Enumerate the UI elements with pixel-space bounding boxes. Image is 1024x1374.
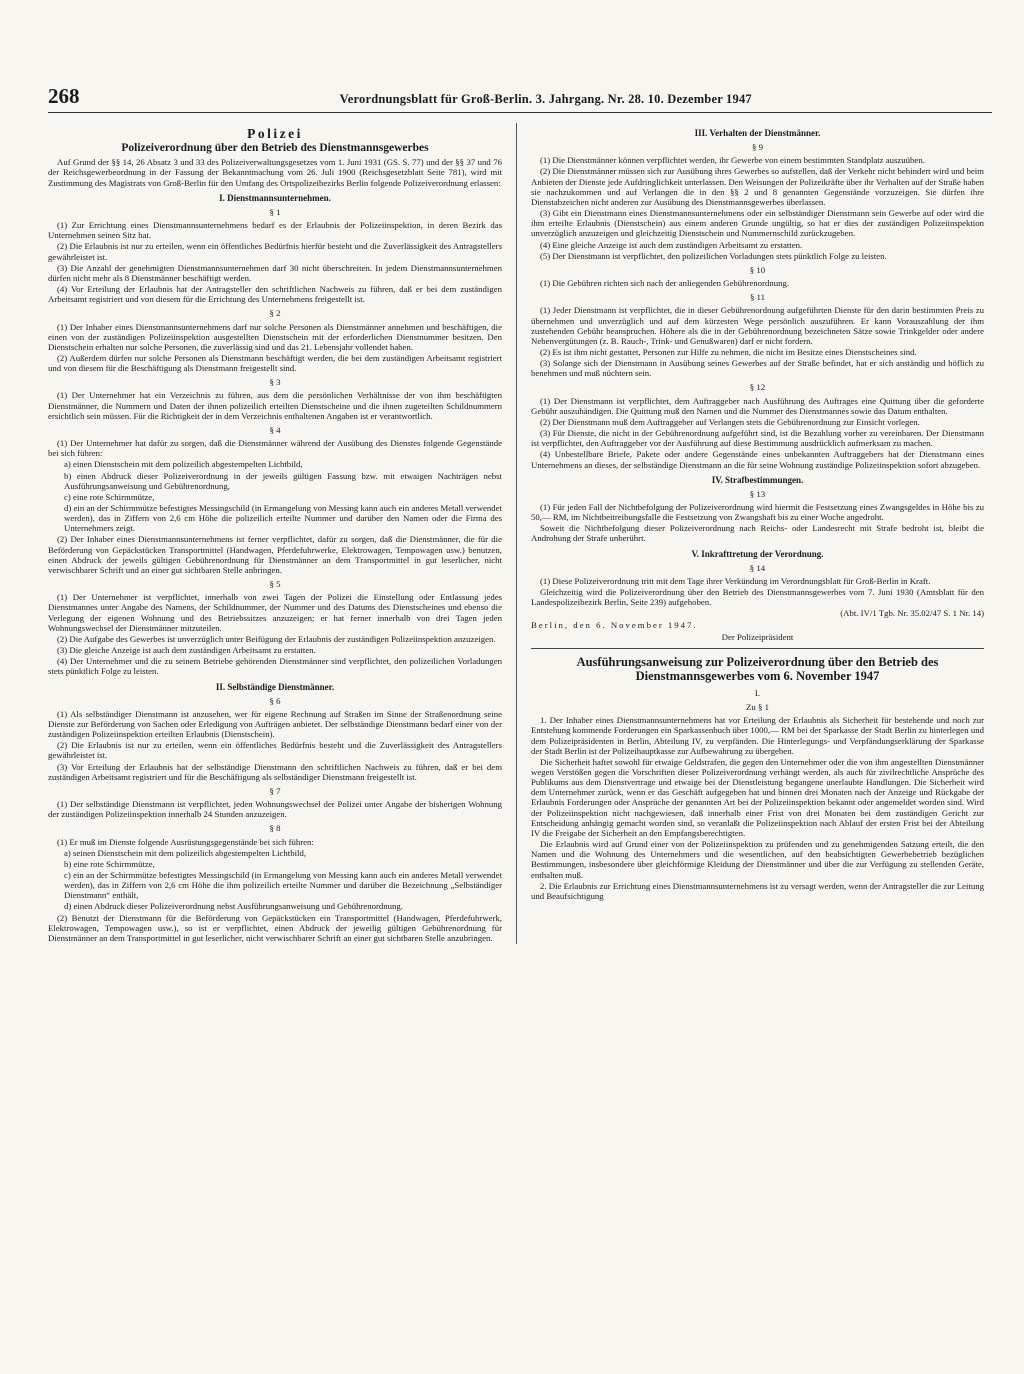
paragraph-text: (2) Die Erlaubnis ist nur zu erteilen, wenn ein öffentliches Bedürfnis hierfür besteht und die Zuverlässigkeit des Antragstellers gewährleistet ist. bbox=[48, 241, 502, 262]
paragraph-text: (4) Der Unternehmer und die zu seinem Betriebe gehörenden Dienstmänner sind verpflichtet, den polizeilichen Vorladungen stets pünktlich Folge zu leisten. bbox=[48, 656, 502, 677]
part-heading-1: I. Dienstmannsunternehmen. bbox=[219, 192, 331, 203]
paragraph-text: (2) Die Aufgabe des Gewerbes ist unverzüglich unter Beifügung der Erlaubnis der zuständigen Polizeiinspektion anzuzeigen. bbox=[57, 633, 496, 644]
list-item: d) einen Abdruck dieser Polizeiverordnung nebst Ausführungsanweisung und Gebührenordnung. bbox=[64, 901, 403, 912]
paragraph-text: (1) Er muß im Dienste folgende Ausrüstungsgegenstände bei sich führen: bbox=[57, 836, 314, 847]
paragraph-sign-13: § 13 bbox=[749, 488, 766, 499]
paragraph-text: (1) Diese Polizeiverordnung tritt mit dem Tage ihrer Verkündung im Verordnungsblatt für Groß-Berlin in Kraft. bbox=[540, 575, 931, 586]
paragraph-text: (1) Der Unternehmer ist verpflichtet, innerhalb von zwei Tagen der Polizei die Einstellung oder Entlassung jedes Dienstmannes unter Angabe des Namens, der Schildnummer, der Nummer und des Datums des Dienstscheines und ebenso die Verlegung der eigenen Wohnung und des Betriebssitzes anzuzeigen; er hat ferner innerhalb von drei Tagen jeden Wohnungswechsel der Dienstmänner mitzuteilen. bbox=[48, 592, 502, 633]
paragraph-text: (3) Die Anzahl der genehmigten Dienstmannsunternehmen darf 30 nicht überschreiten. In jedem Dienstmannsunternehmen dürfen nicht mehr als 8 Dienstmänner beschäftigt werden. bbox=[48, 262, 502, 283]
list-item: c) eine rote Schirmmütze, bbox=[64, 491, 155, 502]
paragraph-sign-5: § 5 bbox=[269, 579, 281, 590]
paragraph-sign-2: § 2 bbox=[269, 308, 281, 319]
paragraph-sign-9: § 9 bbox=[752, 142, 763, 153]
page-number: 268 bbox=[48, 84, 80, 108]
paragraph-text: (5) Der Dienstmann ist verpflichtet, den polizeilichen Vorladungen stets pünktlich Folge zu leisten. bbox=[540, 250, 887, 261]
paragraph-sign-6: § 6 bbox=[269, 695, 281, 706]
paragraph-text: 1. Der Inhaber eines Dienstmannsunternehmens hat vor Erteilung der Erlaubnis als Sicherheit für bestehende und noch zur Entstehung kommende Forderungen ein Sparkassenbuch über 1000,— RM bei der Sparkasse der Stadt Berlin zu hinterlegen und dem Polizeipräsidenten in Berlin, Abteilung IV, zu verpfänden. Die Hinterlegungs- und Verpfändungserklärung der Sparkasse der Stadt Berlin ist der Polizeihauptkasse zur Aufbewahrung zu übergeben. bbox=[531, 715, 984, 756]
place-date: Berlin, den 6. November 1947. bbox=[531, 619, 698, 630]
paragraph-sign-3: § 3 bbox=[269, 377, 281, 388]
list-item: d) ein an der Schirmmütze befestigtes Messingschild (in Ermangelung von Messing kann auch ein anderes Metall verwendet werden), das in Ziffern von 2,6 cm Höhe die polizeilich erteilte Nummer und darüber den Namen oder die Firma des Unternehmers zeigt. bbox=[64, 503, 502, 534]
paragraph-text: (3) Vor Erteilung der Erlaubnis hat der selbständige Dienstmann den schriftlichen Nachweis zu führen, daß er bei dem zuständigen Arbeitsamt registriert und für die Beschäftigung als selbständiger Dienstmann freigestellt ist. bbox=[48, 761, 502, 782]
paragraph-text: Gleichzeitig wird die Polizeiverordnung über den Betrieb des Dienstmannsgewerbes vom 7. Juni 1930 (Amtsblatt für den Landespolizeibezirk Berlin, Seite 239) aufgehoben. bbox=[531, 587, 984, 608]
paragraph-text: (2) Die Dienstmänner müssen sich zur Ausübung ihres Gewerbes so aufstellen, daß der Verkehr nicht behindert wird und beim Anbieten der Dienste jede Aufdringlichkeit unterlassen. Den Weisungen der Polizeikräfte über ihr Verhalten auf der Straße haben sie nachzukommen und auf Verlangen die in den §§ 2 und 8 genannten Gegenstände vorzuzeigen. Sie dürfen ihre Dienstabzeichen nicht anderen zur Ausübung des Dienstmannsgewerbes überlassen. bbox=[531, 166, 984, 207]
left-column bbox=[48, 123, 516, 944]
paragraph-sign-1: § 1 bbox=[269, 206, 281, 217]
paragraph-text: (2) Der Dienstmann muß dem Auftraggeber auf Verlangen stets die Gebührenordnung zur Einsicht vorlegen. bbox=[540, 416, 920, 427]
paragraph-text: Soweit die Nichtbefolgung dieser Polizeiverordnung nach Reichs- oder Landesrecht mit Strafe bedroht ist, bleibt die Androhung der Strafe unberührt. bbox=[531, 523, 984, 544]
part-heading-4: IV. Strafbestimmungen. bbox=[711, 474, 804, 485]
paragraph-text: (1) Der selbständige Dienstmann ist verpflichtet, jeden Wohnungswechsel der Polizei unter Angabe der bisherigen Wohnung der zuständigen Polizeiinspektion innerhalb 24 Stunden anzuzeigen. bbox=[48, 799, 502, 820]
paragraph-text: (1) Der Unternehmer hat ein Verzeichnis zu führen, aus dem die persönlichen Verhältnisse der von ihm beschäftigten Dienstmänner, die Nummern und Daten der ihnen polizeilich erteilten Dienstscheine und die ihnen zugeteilten Schildnummern ersichtlich sein müssen. Für die Richtigkeit der in dem Verzeichnis enthaltenen Angaben ist er verantwortlich. bbox=[48, 390, 502, 421]
signature-line: Der Polizeipräsident bbox=[721, 631, 794, 642]
ordinance-title: Polizeiverordnung über den Betrieb des Dienstmannsgewerbes bbox=[121, 142, 429, 155]
paragraph-text: 2. Die Erlaubnis zur Errichtung eines Dienstmannsunternehmens ist zu versagt werden, wenn der Antragsteller die zur Leitung und Beaufsichtigung bbox=[531, 880, 984, 901]
paragraph-sign-12: § 12 bbox=[749, 382, 766, 393]
paragraph-text: (1) Der Dienstmann ist verpflichtet, dem Auftraggeber nach Ausführung des Auftrages eine Quittung über die geforderte Gebühr auszuhändigen. Die Quittung muß den Namen und die Nummer des Dienstmannes sowie das Datum enthalten. bbox=[531, 395, 984, 416]
paragraph-text: Die Erlaubnis wird auf Grund einer von der Polizeiinspektion zu prüfenden und zu genehmigenden Satzung erteilt, die den Namen und die Wohnung des Unternehmers und die wesentlichen, auf den beabsichtigten Gewerbebetrieb bezüglichen Bestimmungen, insbesondere über gleichförmige Kleidung der Dienstmänner und über die zur Verfügung zu stellenden Geräte, enthalten muß. bbox=[531, 839, 984, 880]
running-header bbox=[48, 84, 992, 113]
part-heading-3: III. Verhalten der Dienstmänner. bbox=[694, 128, 821, 138]
paragraph-sign-4: § 4 bbox=[269, 424, 281, 435]
paragraph-text: (4) Unbestellbare Briefe, Pakete oder andere Gegenstände eines unbekannten Auftraggebers hat der Dienstmann eines Unternehmens an dieses, der selbständige Dienstmann an die für seine Wohnung zuständige Polizeiinspektion sofort abzugeben. bbox=[531, 449, 984, 470]
list-item: a) einen Dienstschein mit dem polizeilich abgestempelten Lichtbild, bbox=[64, 459, 303, 470]
paragraph-text: (3) Die gleiche Anzeige ist auch dem zuständigen Arbeitsamt zu erstatten. bbox=[57, 645, 316, 656]
paragraph-text: (1) Der Inhaber eines Dienstmannsunternehmens darf nur solche Personen als Dienstmänner annehmen und beschäftigen, die einen von der zuständigen Polizeiinspektion ausgestellten Dienstschein mit der erforderlichen Dienstnummer besitzen. Den Dienstschein erhalten nur solche Personen, die zuverlässig sind und das 21. Lebensjahr vollendet haben. bbox=[48, 321, 502, 352]
list-item: a) seinen Dienstschein mit dem polizeilich abgestempelten Lichtbild, bbox=[64, 847, 307, 858]
paragraph-text: (2) Die Erlaubnis ist nur zu erteilen, wenn ein öffentliches Bedürfnis besteht und die Zuverlässigkeit des Antragstellers gewährleistet ist. bbox=[48, 740, 502, 761]
paragraph-sign-7: § 7 bbox=[269, 785, 281, 796]
section-divider bbox=[531, 648, 984, 649]
paragraph-text: Die Sicherheit haftet sowohl für etwaige Geldstrafen, die gegen den Unternehmer oder die von ihm angestellten Dienstmänner wegen Verstößen gegen die Vorschriften dieser Polizeiverordnung verhängt werden, als auch für zivilrechtliche Ansprüche des Publikums aus dem Dienstvertrage und etwaige bei der Dienstleistung begangene unerlaubte Handlungen. Die Sicherheit wird dem Unternehmer zurück, wenn er das Geschäft aufgegeben hat und binnen drei Monaten nach der Anzeige und Rückgabe der Erlaubnis Forderungen oder Ansprüche der genannten Art bei der Polizeiinspektion bekannt oder angemeldet worden sind. Wird der Polizeiinspektion nicht nachgewiesen, daß innerhalb einer Frist von drei Monaten bei dem zuständigen Gericht zur Entscheidung anhängig gemacht worden sind, so veranlaßt die Polizeiinspektion nach Ablauf der ersten Frist bei der Abteilung IV die Freigabe der Sicherheit an den Empfangsberechtigten. bbox=[531, 756, 984, 838]
implementation-title: Ausführungsanweisung zur Polizeiverordnung über den Betrieb des Dienstmannsgewerbes vom 6. November 1947 bbox=[576, 654, 939, 684]
list-item: b) eine rote Schirmmütze, bbox=[64, 858, 155, 869]
paragraph-text: (1) Der Unternehmer hat dafür zu sorgen, daß die Dienstmänner während der Ausübung des Dienstes folgende Gegenstände bei sich führen: bbox=[48, 438, 502, 459]
preamble: Auf Grund der §§ 14, 26 Absatz 3 und 33 des Polizeiverwaltungsgesetzes vom 1. Juni 1931 (GS. S. 77) und der §§ 37 und 76 der Reichsgewerbeordnung in der Fassung der Bekanntmachung vom 26. Juli 1900 (Reichsgesetzblatt Seite 781), wird mit Zustimmung des Magistrats von Groß-Berlin für den Umfang des Ortspolizeibezirks Berlin folgende Polizeiverordnung erlassen: bbox=[48, 157, 502, 188]
roman-numeral: I. bbox=[754, 687, 761, 698]
paragraph-text: (4) Eine gleiche Anzeige ist auch dem zuständigen Arbeitsamt zu erstatten. bbox=[540, 239, 803, 250]
paragraph-sign-8: § 8 bbox=[269, 823, 281, 834]
paragraph-text: (1) Die Gebühren richten sich nach der anliegenden Gebührenordnung. bbox=[540, 278, 790, 289]
list-item: b) einen Abdruck dieser Polizeiverordnung in der jeweils gültigen Fassung bzw. mit etwaigen Nachträgen nebst Ausführungsanweisung und Gebührenordnung, bbox=[64, 470, 502, 491]
paragraph-text: (3) Für Dienste, die nicht in der Gebührenordnung aufgeführt sind, ist die Bezahlung vorher zu vereinbaren. Der Dienstmann ist verpflichtet, den Auftraggeber vor der Ausführung auf diese Bestimmung ausdrücklich aufmerksam zu machen. bbox=[531, 428, 984, 449]
paragraph-sign-14: § 14 bbox=[749, 562, 766, 573]
part-heading-2: II. Selbständige Dienstmänner. bbox=[215, 681, 335, 692]
part-heading-5: V. Inkrafttretung der Verordnung. bbox=[691, 548, 824, 559]
two-column-body bbox=[48, 123, 992, 944]
list-item: c) ein an der Schirmmütze befestigtes Messingschild (in Ermangelung von Messing kann auch ein anderes Metall verwendet werden), das in Ziffern von 2,6 cm Höhe die ihm polizeilich erteilte Nummer und darüber die Bezeichnung „Selbständiger Dienstmann“ enthält, bbox=[64, 870, 502, 901]
paragraph-text: (1) Jeder Dienstmann ist verpflichtet, die in dieser Gebührenordnung aufgeführten Dienste für den darin bestimmten Preis zu übernehmen und unverzüglich und auf dem kürzesten Wege persönlich auszuführen. Er kann Vorauszahlung der ihm zustehenden Gebühr beanspruchen. Höhere als die in der Gebührenordnung bezeichneten Sätze sowie Trinkgelder oder andere Nebenvergütungen (z. B. Rauch-, Trink- und Genußwaren) darf er nicht fordern. bbox=[531, 305, 984, 346]
right-column bbox=[516, 123, 984, 944]
paragraph-text: (2) Außerdem dürfen nur solche Personen als Dienstmann beschäftigt werden, die bei dem zuständigen Arbeitsamt registriert und von diesem für die Beschäftigung als Dienstmann freigestellt sind. bbox=[48, 352, 502, 374]
paragraph-text: (2) Der Inhaber eines Dienstmannsunternehmens ist ferner verpflichtet, dafür zu sorgen, daß die Dienstmänner, die für die Beförderung von Gepäckstücken Transportmittel (Handwagen, Pferdefuhrwerke, Elektrowagen, Tempowagen usw.) benutzen, einen Abdruck der jeweils gültigen Gebührenordnung für Dienstmänner an dem Transportmittel in gut leserlicher, nicht verwischbarer Schrift und an einer gut sichtbaren Stelle anbringen. bbox=[48, 534, 502, 575]
section-title: Polizei bbox=[247, 126, 303, 141]
paragraph-text: (1) Für jeden Fall der Nichtbefolgung der Polizeiverordnung wird hiermit die Festsetzung eines Zwangsgeldes in Höhe bis zu 50,— RM, im Nichtbeitreibungsfalle die Festsetzung von Zwangshaft bis zu einer Woche angedroht. bbox=[531, 502, 984, 523]
paragraph-text: (1) Als selbständiger Dienstmann ist anzusehen, wer für eigene Rechnung auf Straßen im Sinne der Straßenordnung seine Dienste zur Beförderung von Sachen oder Erledigung von Aufträgen anbietet. Der selbständige Dienstmann bedarf einer von der zuständigen Polizeiinspektion erteilten Erlaubnis (Dienstschein). bbox=[48, 708, 502, 740]
running-title: Verordnungsblatt für Groß-Berlin. 3. Jahrgang. Nr. 28. 10. Dezember 1947 bbox=[339, 92, 752, 106]
paragraph-text: (3) Solange sich der Dienstmann in Ausübung seines Gewerbes auf der Straße befindet, hat er sich anständig und höflich zu benehmen und muß nüchtern sein. bbox=[531, 358, 984, 379]
paragraph-text: (4) Vor Erteilung der Erlaubnis hat der Antragsteller den schriftlichen Nachweis zu führen, daß er bei dem zuständigen Arbeitsamt registriert und von diesem für die Errichtung des Unternehmens freigestellt ist. bbox=[48, 284, 502, 305]
paragraph-sign-11: § 11 bbox=[749, 292, 766, 303]
paragraph-sign-10: § 10 bbox=[749, 264, 766, 275]
paragraph-text: (2) Es ist ihm nicht gestattet, Personen zur Hilfe zu nehmen, die nicht im Besitze eines Dienstscheines sind. bbox=[540, 346, 917, 357]
paragraph-text: (1) Zur Errichtung eines Dienstmannsunternehmens bedarf es der Erlaubnis der Polizeiinspektion, in deren Bezirk das Unternehmen seinen Sitz hat. bbox=[48, 220, 502, 241]
file-reference: (Abt. IV/1 Tgb. Nr. 35.02/47 S. 1 Nr. 14) bbox=[840, 608, 984, 619]
paragraph-text: (1) Die Dienstmänner können verpflichtet werden, ihr Gewerbe von einem bestimmten Standplatz auszuüben. bbox=[540, 155, 925, 166]
zu-paragraph-1: Zu § 1 bbox=[746, 702, 769, 713]
paragraph-text: (3) Gibt ein Dienstmann eines Dienstmannsunternehmens oder ein selbständiger Dienstmann sein Gewerbe auf oder wird die ihm erteilte Erlaubnis (Dienstschein) aus einem anderen Grunde ungültig, so hat er dies der zuständigen Polizeiinspektion unverzüglich anzuzeigen und gleichzeitig Dienstschein und Nummernschild zurückzugeben. bbox=[531, 208, 984, 239]
paragraph-text: (2) Benutzt der Dienstmann für die Beförderung von Gepäckstücken ein Transportmittel (Handwagen, Pferdefuhrwerk, Elektrowagen, Tempowagen usw.), so ist er verpflichtet, einen Abdruck der jeweilig gültigen Gebührenordnung für Dienstmänner an dem Transportmittel in gut leserlicher, nicht verwischbarer Schrift an einer gut sichtbaren Stelle anzubringen. bbox=[48, 912, 502, 943]
